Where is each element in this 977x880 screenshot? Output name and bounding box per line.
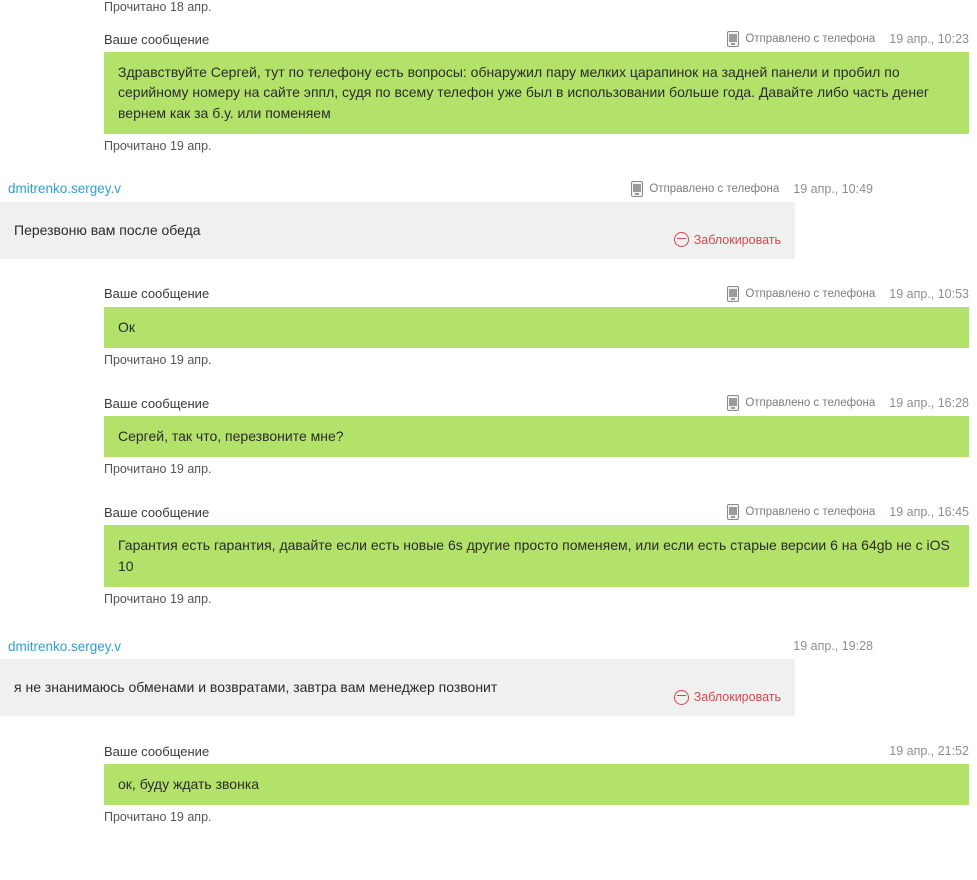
message-text: Здравствуйте Сергей, тут по телефону есть вопросы: обнаружил пару мелких царапинок на задней панели и пробил по серийному номеру на сайте эппл, судя по всему телефон уже был в использовании больше года. Давайте либо часть денег вернем как за б.у. или поменяем xyxy=(118,64,929,121)
sent-from-phone xyxy=(631,181,779,197)
message-bubble xyxy=(0,202,795,259)
spacer xyxy=(0,611,881,633)
sent-from-label: Отправлено с телефона xyxy=(745,287,876,300)
spacer xyxy=(0,481,881,499)
message-time: 19 апр., 16:45 xyxy=(889,505,969,520)
message-author: Ваше сообщение xyxy=(104,395,210,411)
message-text: Сергей, так что, перезвоните мне? xyxy=(118,428,344,445)
message-time: 19 апр., 21:52 xyxy=(889,744,969,759)
read-receipt xyxy=(96,805,977,829)
block-user-label: Заблокировать xyxy=(693,689,781,704)
message-time: 19 апр., 10:53 xyxy=(889,286,969,301)
message-text: Ок xyxy=(118,318,136,335)
spacer xyxy=(0,716,881,738)
sent-from-label: Отправлено с телефона xyxy=(745,506,876,519)
block-user-button[interactable] xyxy=(674,231,781,249)
message-group xyxy=(0,390,977,481)
sent-from-phone xyxy=(727,31,875,47)
message-meta xyxy=(96,281,977,307)
message-author: Ваше сообщение xyxy=(104,743,210,759)
block-user-button[interactable] xyxy=(674,688,781,706)
message-group xyxy=(0,0,977,18)
sent-from-label: Отправлено с телефона xyxy=(745,397,876,410)
message-meta xyxy=(96,390,977,416)
message-text: Перезвоню вам после обеда xyxy=(14,221,201,238)
message-author: Ваше сообщение xyxy=(104,504,210,520)
message-text: ок, буду ждать звонка xyxy=(118,776,260,793)
message-time: 19 апр., 10:23 xyxy=(889,32,969,46)
phone-icon xyxy=(727,504,739,520)
message-author: Ваше сообщение xyxy=(104,31,210,47)
block-user-label: Заблокировать xyxy=(693,232,781,247)
sent-from-phone xyxy=(727,286,875,302)
message-group xyxy=(0,633,881,716)
message-group xyxy=(0,738,977,829)
message-meta xyxy=(96,499,977,525)
message-text: я не знанимаюсь обменами и возвратами, завтра вам менеджер позвонит xyxy=(14,678,498,695)
message-text: Гарантия есть гарантия, давайте если есть новые 6s другие просто поменяем, или если есть старые версии 6 на 64gb не с iOS 10 xyxy=(118,537,950,574)
message-bubble xyxy=(0,659,795,716)
read-receipt-label: Прочитано 19 апр. xyxy=(104,138,212,153)
read-receipt xyxy=(96,457,977,481)
message-bubble xyxy=(104,52,969,134)
message-meta xyxy=(96,738,977,764)
message-meta xyxy=(0,633,881,659)
spacer xyxy=(0,158,881,176)
contact-name-link[interactable]: dmitrenko.sergey.v xyxy=(8,181,122,197)
sent-from-label: Отправлено с телефона xyxy=(649,182,780,195)
phone-icon xyxy=(727,286,739,302)
read-receipt xyxy=(96,0,977,18)
read-receipt-label: Прочитано 19 апр. xyxy=(104,353,212,368)
message-bubble xyxy=(104,416,969,457)
phone-icon xyxy=(631,181,643,197)
message-meta xyxy=(96,26,977,52)
message-bubble xyxy=(104,307,969,348)
message-time: 19 апр., 10:49 xyxy=(793,181,873,196)
message-bubble xyxy=(104,525,969,587)
spacer xyxy=(0,18,881,26)
phone-icon xyxy=(727,395,739,411)
phone-icon xyxy=(727,31,739,47)
message-time: 19 апр., 16:28 xyxy=(889,396,969,411)
sent-from-label: Отправлено с телефона xyxy=(745,33,876,45)
read-receipt-label: Прочитано 19 апр. xyxy=(104,462,212,477)
message-time: 19 апр., 19:28 xyxy=(793,639,873,654)
sent-from-phone xyxy=(727,395,875,411)
message-group xyxy=(0,176,881,259)
message-group xyxy=(0,281,977,372)
read-receipt xyxy=(96,587,977,611)
message-group xyxy=(0,26,977,158)
read-receipt xyxy=(96,134,977,158)
block-icon xyxy=(674,232,689,247)
block-icon xyxy=(674,690,689,705)
sent-from-phone xyxy=(727,504,875,520)
read-receipt-label: Прочитано 18 апр. xyxy=(104,0,212,14)
spacer xyxy=(0,372,881,390)
read-receipt-label: Прочитано 19 апр. xyxy=(104,810,212,825)
message-meta xyxy=(0,176,881,202)
message-bubble xyxy=(104,764,969,805)
spacer xyxy=(0,259,881,281)
read-receipt xyxy=(96,348,977,372)
read-receipt-label: Прочитано 19 апр. xyxy=(104,592,212,607)
message-group xyxy=(0,499,977,611)
message-author: Ваше сообщение xyxy=(104,286,210,302)
contact-name-link[interactable]: dmitrenko.sergey.v xyxy=(8,638,122,654)
